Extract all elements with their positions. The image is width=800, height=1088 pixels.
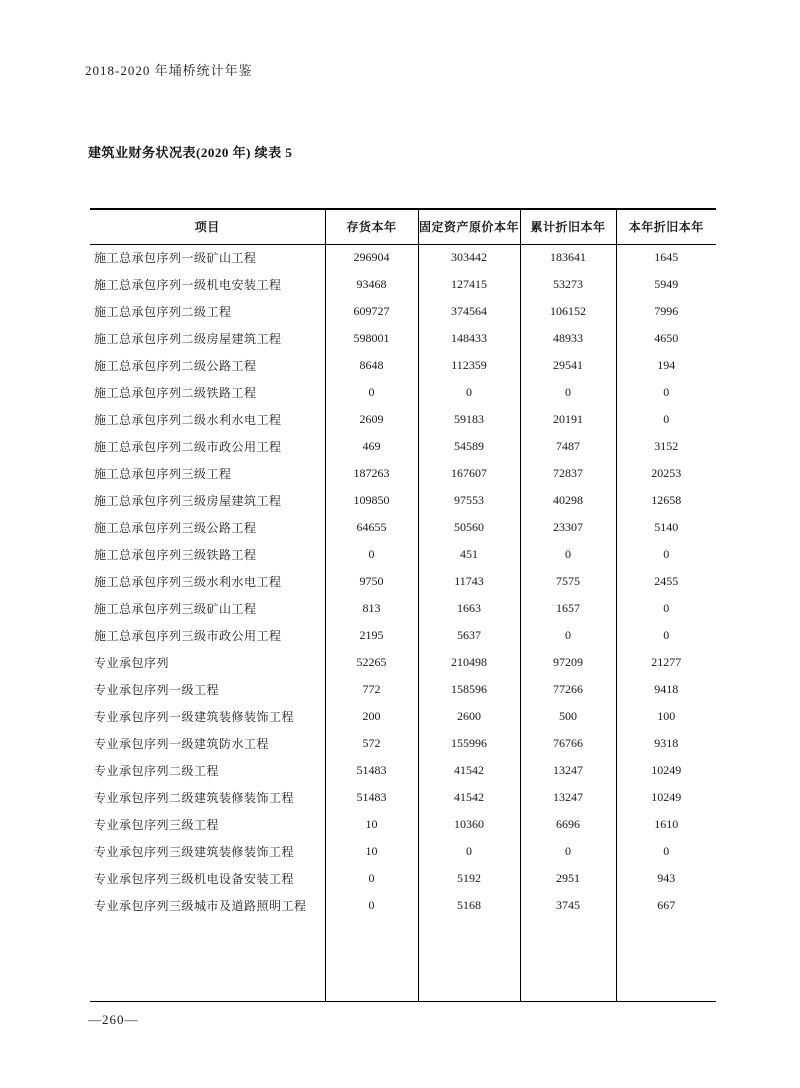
item-cell: 施工总承包序列三级矿山工程 (94, 602, 257, 616)
value-cell: 109850 (325, 487, 418, 514)
value-cell: 93468 (325, 271, 418, 298)
value-cell: 0 (616, 595, 716, 622)
value-cell: 41542 (418, 784, 520, 811)
table-row (90, 676, 716, 703)
value-cell: 97553 (418, 487, 520, 514)
value-cell: 11743 (418, 568, 520, 595)
value-cell: 59183 (418, 406, 520, 433)
value-cell: 158596 (418, 676, 520, 703)
item-cell: 施工总承包序列一级机电安装工程 (94, 278, 282, 292)
column-header: 累计折旧本年 (520, 209, 616, 244)
value-cell: 2195 (325, 622, 418, 649)
value-cell: 0 (325, 541, 418, 568)
page-number: —260— (88, 1012, 139, 1027)
table-body (90, 244, 716, 1002)
value-cell: 0 (325, 379, 418, 406)
item-cell: 专业承包序列三级机电设备安装工程 (94, 872, 295, 886)
filler-cell (325, 919, 418, 1002)
value-cell: 0 (418, 379, 520, 406)
value-cell: 7575 (520, 568, 616, 595)
value-cell: 167607 (418, 460, 520, 487)
table-title: 建筑业财务状况表(2020 年) 续表 5 (88, 145, 293, 160)
value-cell: 23307 (520, 514, 616, 541)
table-row (90, 622, 716, 649)
value-cell: 2600 (418, 703, 520, 730)
item-cell: 施工总承包序列二级公路工程 (94, 359, 257, 373)
value-cell: 609727 (325, 298, 418, 325)
value-cell: 112359 (418, 352, 520, 379)
filler-cell (616, 919, 716, 1002)
item-cell: 专业承包序列二级建筑装修装饰工程 (94, 791, 295, 805)
value-cell: 0 (616, 838, 716, 865)
table-row (90, 298, 716, 325)
value-cell: 813 (325, 595, 418, 622)
value-cell: 451 (418, 541, 520, 568)
value-cell: 10 (325, 838, 418, 865)
value-cell: 0 (418, 838, 520, 865)
item-cell: 施工总承包序列三级水利水电工程 (94, 575, 282, 589)
value-cell: 0 (616, 406, 716, 433)
value-cell: 187263 (325, 460, 418, 487)
value-cell: 3152 (616, 433, 716, 460)
value-cell: 54589 (418, 433, 520, 460)
item-cell: 施工总承包序列三级公路工程 (94, 521, 257, 535)
value-cell: 0 (616, 379, 716, 406)
value-cell: 13247 (520, 757, 616, 784)
filler-row (90, 919, 716, 1002)
filler-cell (90, 919, 325, 1002)
value-cell: 296904 (325, 244, 418, 271)
table-row (90, 649, 716, 676)
value-cell: 148433 (418, 325, 520, 352)
item-cell: 专业承包序列一级建筑防水工程 (94, 737, 270, 751)
value-cell: 13247 (520, 784, 616, 811)
value-cell: 7996 (616, 298, 716, 325)
value-cell: 40298 (520, 487, 616, 514)
table-row (90, 379, 716, 406)
item-cell: 专业承包序列三级工程 (94, 818, 220, 832)
value-cell: 9750 (325, 568, 418, 595)
value-cell: 9318 (616, 730, 716, 757)
value-cell: 155996 (418, 730, 520, 757)
table-row (90, 271, 716, 298)
value-cell: 1657 (520, 595, 616, 622)
value-cell: 127415 (418, 271, 520, 298)
value-cell: 64655 (325, 514, 418, 541)
value-cell: 10249 (616, 784, 716, 811)
value-cell: 943 (616, 865, 716, 892)
value-cell: 469 (325, 433, 418, 460)
value-cell: 3745 (520, 892, 616, 919)
value-cell: 77266 (520, 676, 616, 703)
value-cell: 303442 (418, 244, 520, 271)
value-cell: 194 (616, 352, 716, 379)
value-cell: 5168 (418, 892, 520, 919)
value-cell: 1663 (418, 595, 520, 622)
value-cell: 8648 (325, 352, 418, 379)
value-cell: 21277 (616, 649, 716, 676)
item-cell: 专业承包序列一级工程 (94, 683, 220, 697)
value-cell: 0 (616, 541, 716, 568)
value-cell: 374564 (418, 298, 520, 325)
value-cell: 0 (616, 622, 716, 649)
value-cell: 0 (520, 541, 616, 568)
value-cell: 200 (325, 703, 418, 730)
table-row (90, 352, 716, 379)
value-cell: 5140 (616, 514, 716, 541)
value-cell: 5949 (616, 271, 716, 298)
table-row (90, 325, 716, 352)
table-row (90, 892, 716, 919)
table-row (90, 784, 716, 811)
item-cell: 施工总承包序列三级铁路工程 (94, 548, 257, 562)
value-cell: 572 (325, 730, 418, 757)
value-cell: 772 (325, 676, 418, 703)
filler-cell (418, 919, 520, 1002)
item-cell: 施工总承包序列三级工程 (94, 467, 232, 481)
value-cell: 2609 (325, 406, 418, 433)
table-row (90, 703, 716, 730)
table-row (90, 244, 716, 271)
value-cell: 0 (520, 622, 616, 649)
value-cell: 5637 (418, 622, 520, 649)
value-cell: 50560 (418, 514, 520, 541)
table-row (90, 757, 716, 784)
value-cell: 20253 (616, 460, 716, 487)
yearbook-header: 2018-2020 年埇桥统计年鉴 (85, 63, 253, 78)
item-cell: 专业承包序列三级建筑装修装饰工程 (94, 845, 295, 859)
table-row (90, 595, 716, 622)
value-cell: 10249 (616, 757, 716, 784)
header-row (90, 209, 716, 244)
table-header (90, 209, 716, 244)
value-cell: 5192 (418, 865, 520, 892)
item-cell: 施工总承包序列三级市政公用工程 (94, 629, 282, 643)
value-cell: 500 (520, 703, 616, 730)
column-header: 存货本年 (325, 209, 418, 244)
item-cell: 专业承包序列 (94, 656, 170, 670)
value-cell: 51483 (325, 757, 418, 784)
filler-cell (520, 919, 616, 1002)
table-row (90, 541, 716, 568)
value-cell: 100 (616, 703, 716, 730)
value-cell: 97209 (520, 649, 616, 676)
table-row (90, 730, 716, 757)
value-cell: 41542 (418, 757, 520, 784)
table-row (90, 514, 716, 541)
value-cell: 106152 (520, 298, 616, 325)
value-cell: 48933 (520, 325, 616, 352)
value-cell: 598001 (325, 325, 418, 352)
value-cell: 52265 (325, 649, 418, 676)
value-cell: 1645 (616, 244, 716, 271)
value-cell: 20191 (520, 406, 616, 433)
value-cell: 29541 (520, 352, 616, 379)
item-cell: 施工总承包序列一级矿山工程 (94, 251, 257, 266)
value-cell: 210498 (418, 649, 520, 676)
value-cell: 0 (325, 892, 418, 919)
table-row (90, 811, 716, 838)
value-cell: 2455 (616, 568, 716, 595)
value-cell: 6696 (520, 811, 616, 838)
value-cell: 72837 (520, 460, 616, 487)
table-row (90, 433, 716, 460)
table-row (90, 865, 716, 892)
column-header: 固定资产原价本年 (418, 209, 520, 244)
table-row (90, 406, 716, 433)
value-cell: 76766 (520, 730, 616, 757)
value-cell: 10360 (418, 811, 520, 838)
item-cell: 施工总承包序列三级房屋建筑工程 (94, 494, 282, 508)
value-cell: 0 (520, 379, 616, 406)
item-cell: 施工总承包序列二级工程 (94, 305, 232, 319)
value-cell: 10 (325, 811, 418, 838)
table-row (90, 487, 716, 514)
table-row (90, 568, 716, 595)
item-cell: 施工总承包序列二级市政公用工程 (94, 440, 282, 454)
statistics-table (90, 208, 716, 1002)
item-cell: 专业承包序列二级工程 (94, 764, 220, 778)
item-cell: 施工总承包序列二级房屋建筑工程 (94, 332, 282, 346)
table-row (90, 838, 716, 865)
value-cell: 2951 (520, 865, 616, 892)
value-cell: 53273 (520, 271, 616, 298)
column-header: 项目 (90, 209, 325, 244)
value-cell: 183641 (520, 244, 616, 271)
value-cell: 0 (325, 865, 418, 892)
item-cell: 专业承包序列三级城市及道路照明工程 (94, 899, 307, 913)
value-cell: 7487 (520, 433, 616, 460)
value-cell: 51483 (325, 784, 418, 811)
value-cell: 12658 (616, 487, 716, 514)
item-cell: 施工总承包序列二级水利水电工程 (94, 413, 282, 427)
column-header: 本年折旧本年 (616, 209, 716, 244)
value-cell: 667 (616, 892, 716, 919)
item-cell: 施工总承包序列二级铁路工程 (94, 386, 257, 400)
item-cell: 专业承包序列一级建筑装修装饰工程 (94, 710, 295, 724)
value-cell: 4650 (616, 325, 716, 352)
value-cell: 0 (520, 838, 616, 865)
value-cell: 1610 (616, 811, 716, 838)
table-row (90, 460, 716, 487)
value-cell: 9418 (616, 676, 716, 703)
